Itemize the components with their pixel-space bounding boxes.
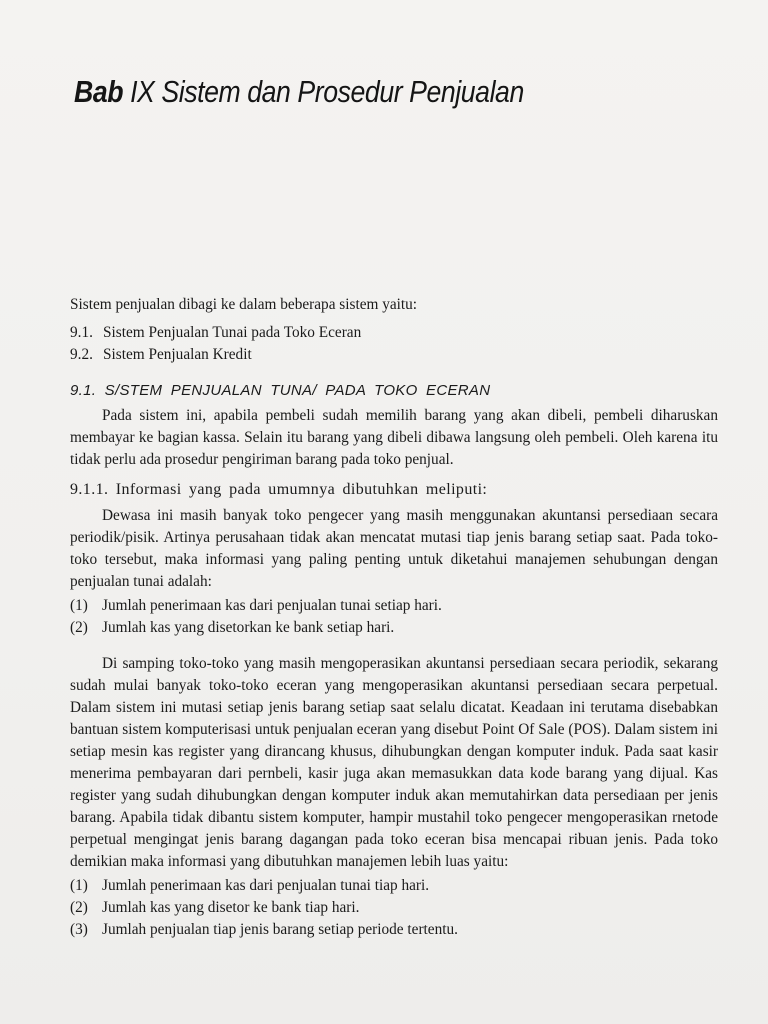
overview-item xyxy=(70,344,718,366)
intro-text: Sistem penjualan dibagi ke dalam beberapa sistem yaitu: xyxy=(70,296,418,313)
list-item-text: Jumlah penerimaan kas dari penjualan tunai tiap hari. xyxy=(102,877,430,894)
section-9-1-heading: 9.1. S/STEM PENJUALAN TUNA/ PADA TOKO ECERAN xyxy=(70,382,491,399)
section-9-1-1-paragraph-1: Dewasa ini masih banyak toko pengecer yang masih menggunakan akuntansi persediaan secara periodik/pisik. Artinya perusahaan tidak akan mencatat mutasi tiap jenis barang setiap saat. Pada toko-toko tersebut, maka informasi yang paling penting untuk diketahui manajemen sehubungan dengan penjualan tunai adalah: xyxy=(70,507,718,590)
section-9-1-paragraph: Pada sistem ini, apabila pembeli sudah memilih barang yang akan dibeli, pembeli diharuskan membayar ke bagian kassa. Selain itu barang yang dibeli dibawa langsung oleh pembeli. Oleh karena itu tidak perlu ada prosedur pengiriman barang pada toko penjual. xyxy=(70,407,718,468)
info-list-periodic xyxy=(70,595,718,639)
info-list-perpetual xyxy=(70,875,718,941)
overview-item-text: Sistem Penjualan Kredit xyxy=(103,346,252,363)
list-item xyxy=(70,595,718,617)
chapter-title-text: IX Sistem dan Prosedur Penjualan xyxy=(130,74,524,109)
list-item-number: (2) xyxy=(70,899,88,916)
list-item-number: (3) xyxy=(70,921,88,938)
chapter-title xyxy=(74,74,524,110)
list-item xyxy=(70,617,718,639)
document-body xyxy=(70,294,718,941)
paragraph-spacer xyxy=(70,639,718,653)
list-item-text: Jumlah penerimaan kas dari penjualan tunai setiap hari. xyxy=(102,597,442,614)
list-item-text: Jumlah kas yang disetor ke bank tiap hari. xyxy=(102,899,360,916)
section-9-1-1-heading: 9.1.1. Informasi yang pada umumnya dibutuhkan meliputi: xyxy=(70,481,488,498)
section-overview-list xyxy=(70,322,718,366)
list-item-number: (1) xyxy=(70,597,88,614)
overview-item-number: 9.1. xyxy=(70,324,93,341)
list-item-text: Jumlah kas yang disetorkan ke bank setiap hari. xyxy=(102,619,395,636)
list-item-number: (1) xyxy=(70,877,88,894)
overview-item-number: 9.2. xyxy=(70,346,93,363)
list-item-number: (2) xyxy=(70,619,88,636)
overview-item-text: Sistem Penjualan Tunai pada Toko Eceran xyxy=(103,324,362,341)
list-item-text: Jumlah penjualan tiap jenis barang setiap periode tertentu. xyxy=(102,921,458,938)
list-item xyxy=(70,875,718,897)
overview-item xyxy=(70,322,718,344)
list-item xyxy=(70,897,718,919)
section-9-1-1-paragraph-2: Di samping toko-toko yang masih mengoperasikan akuntansi persediaan secara periodik, sekarang sudah mulai banyak toko-toko eceran yang mengoperasikan akuntansi persediaan secara perpetual. Dalam sistem ini mutasi setiap jenis barang setiap saat selalu dicatat. Keadaan ini terutama disebabkan bantuan sistem komputerisasi untuk penjualan eceran yang disebut Point Of Sale (POS). Dalam sistem ini setiap mesin kas register yang dirancang khusus, dihubungkan dengan komputer induk. Pada saat kasir menerima pembayaran dari pernbeli, kasir juga akan memasukkan data kode barang yang dijual. Kas register yang sudah dihubungkan dengan komputer induk akan memutahirkan data persediaan per jenis barang. Apabila tidak dibantu sistem komputer, hampir mustahil toko pengecer mengoperasikan rnetode perpetual mengingat jenis barang dagangan pada toko eceran bisa mencapai ribuan jenis. Pada toko demikian maka informasi yang dibutuhkan manajemen lebih luas yaitu: xyxy=(70,655,718,870)
chapter-bab-label: Bab xyxy=(74,74,124,109)
list-item xyxy=(70,919,718,941)
